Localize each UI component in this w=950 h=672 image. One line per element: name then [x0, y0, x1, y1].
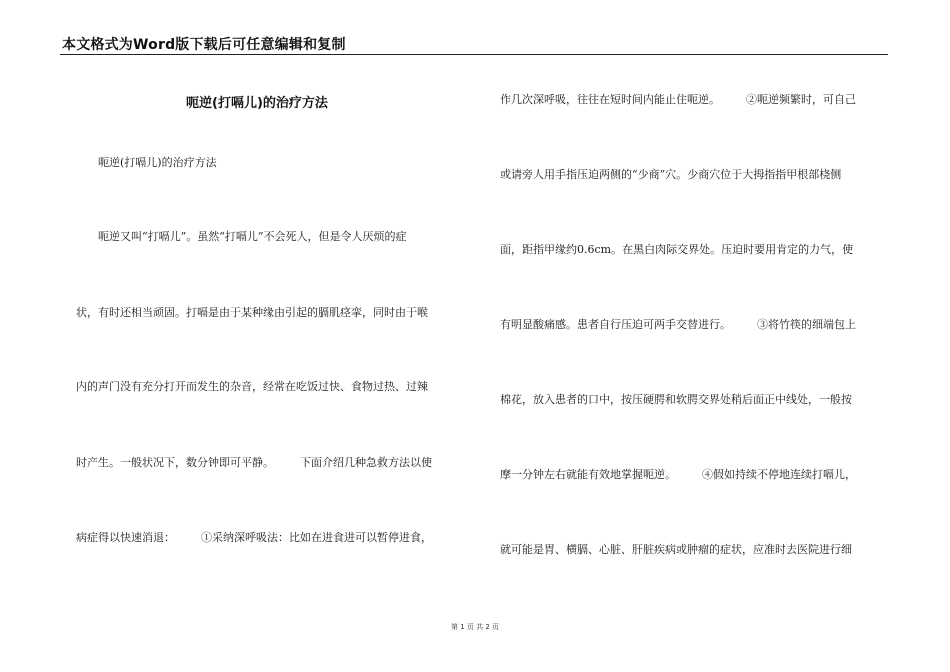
paragraph-text: 就可能是胃、横膈、心脏、肝脏疾病或肿瘤的症状，应准时去医院进行细 [500, 543, 852, 556]
left-line-6 [76, 531, 432, 545]
left-line-5 [76, 456, 432, 470]
left-line-3 [76, 306, 428, 320]
paragraph-text: ③将竹筷的细端包上 [757, 318, 856, 331]
right-line-4 [500, 318, 856, 332]
header-divider [60, 54, 888, 55]
paragraph-text: 呃逆又叫“打嗝儿”。虽然“打嗝儿”不会死人，但是令人厌烦的症 [98, 230, 407, 243]
paragraph-text: ①采纳深呼吸法：比如在进食进可以暂停进食， [201, 531, 432, 544]
page-number: 第 1 页 共 2 页 [450, 623, 500, 631]
paragraph-text: ④假如持续不停地连续打嗝儿， [702, 468, 856, 481]
paragraph-text: ②呃逆频繁时，可自己 [746, 93, 856, 106]
paragraph-text: 摩一分钟左右就能有效地掌握呃逆。 [500, 468, 676, 481]
paragraph-text: 病症得以快速消退： [76, 531, 175, 544]
header-title: 本文格式为Word版下载后可任意编辑和复制 [62, 37, 346, 53]
left-line-4 [76, 380, 428, 394]
paragraph-text: 内的声门没有充分打开而发生的杂音，经常在吃饭过快、食物过热、过辣 [76, 380, 428, 393]
document-title: 呃逆(打嗝儿)的治疗方法 [186, 96, 328, 111]
right-line-7 [500, 543, 852, 557]
right-line-3 [500, 243, 853, 257]
left-line-2 [76, 230, 407, 244]
right-line-2 [500, 168, 841, 182]
right-line-5 [500, 393, 852, 407]
paragraph-text: 下面介绍几种急救方法以使 [300, 456, 432, 469]
left-line-1 [76, 156, 217, 170]
right-line-1 [500, 93, 856, 107]
paragraph-text: 状，有时还相当顽固。打嗝是由于某种缘由引起的膈肌痉挛，同时由于喉 [76, 306, 428, 319]
paragraph-text: 有明显酸痛感。患者自行压迫可两手交替进行。 [500, 318, 731, 331]
paragraph-subtitle: 呃逆(打嗝儿)的治疗方法 [98, 156, 217, 169]
right-line-6 [500, 468, 856, 482]
paragraph-text: 或请旁人用手指压迫两侧的“少商”穴。少商穴位于大拇指指甲根部桡侧 [500, 168, 842, 181]
paragraph-text: 作几次深呼吸，往往在短时间内能止住呃逆。 [500, 93, 720, 106]
paragraph-text: 棉花，放入患者的口中，按压硬腭和软腭交界处稍后面正中线处，一般按 [500, 393, 852, 406]
paragraph-text: 时产生。一般状况下，数分钟即可平静。 [76, 456, 274, 469]
paragraph-text: 面，距指甲缘约0.6cm。在黑白肉际交界处。压迫时要用肯定的力气，使 [500, 243, 854, 256]
